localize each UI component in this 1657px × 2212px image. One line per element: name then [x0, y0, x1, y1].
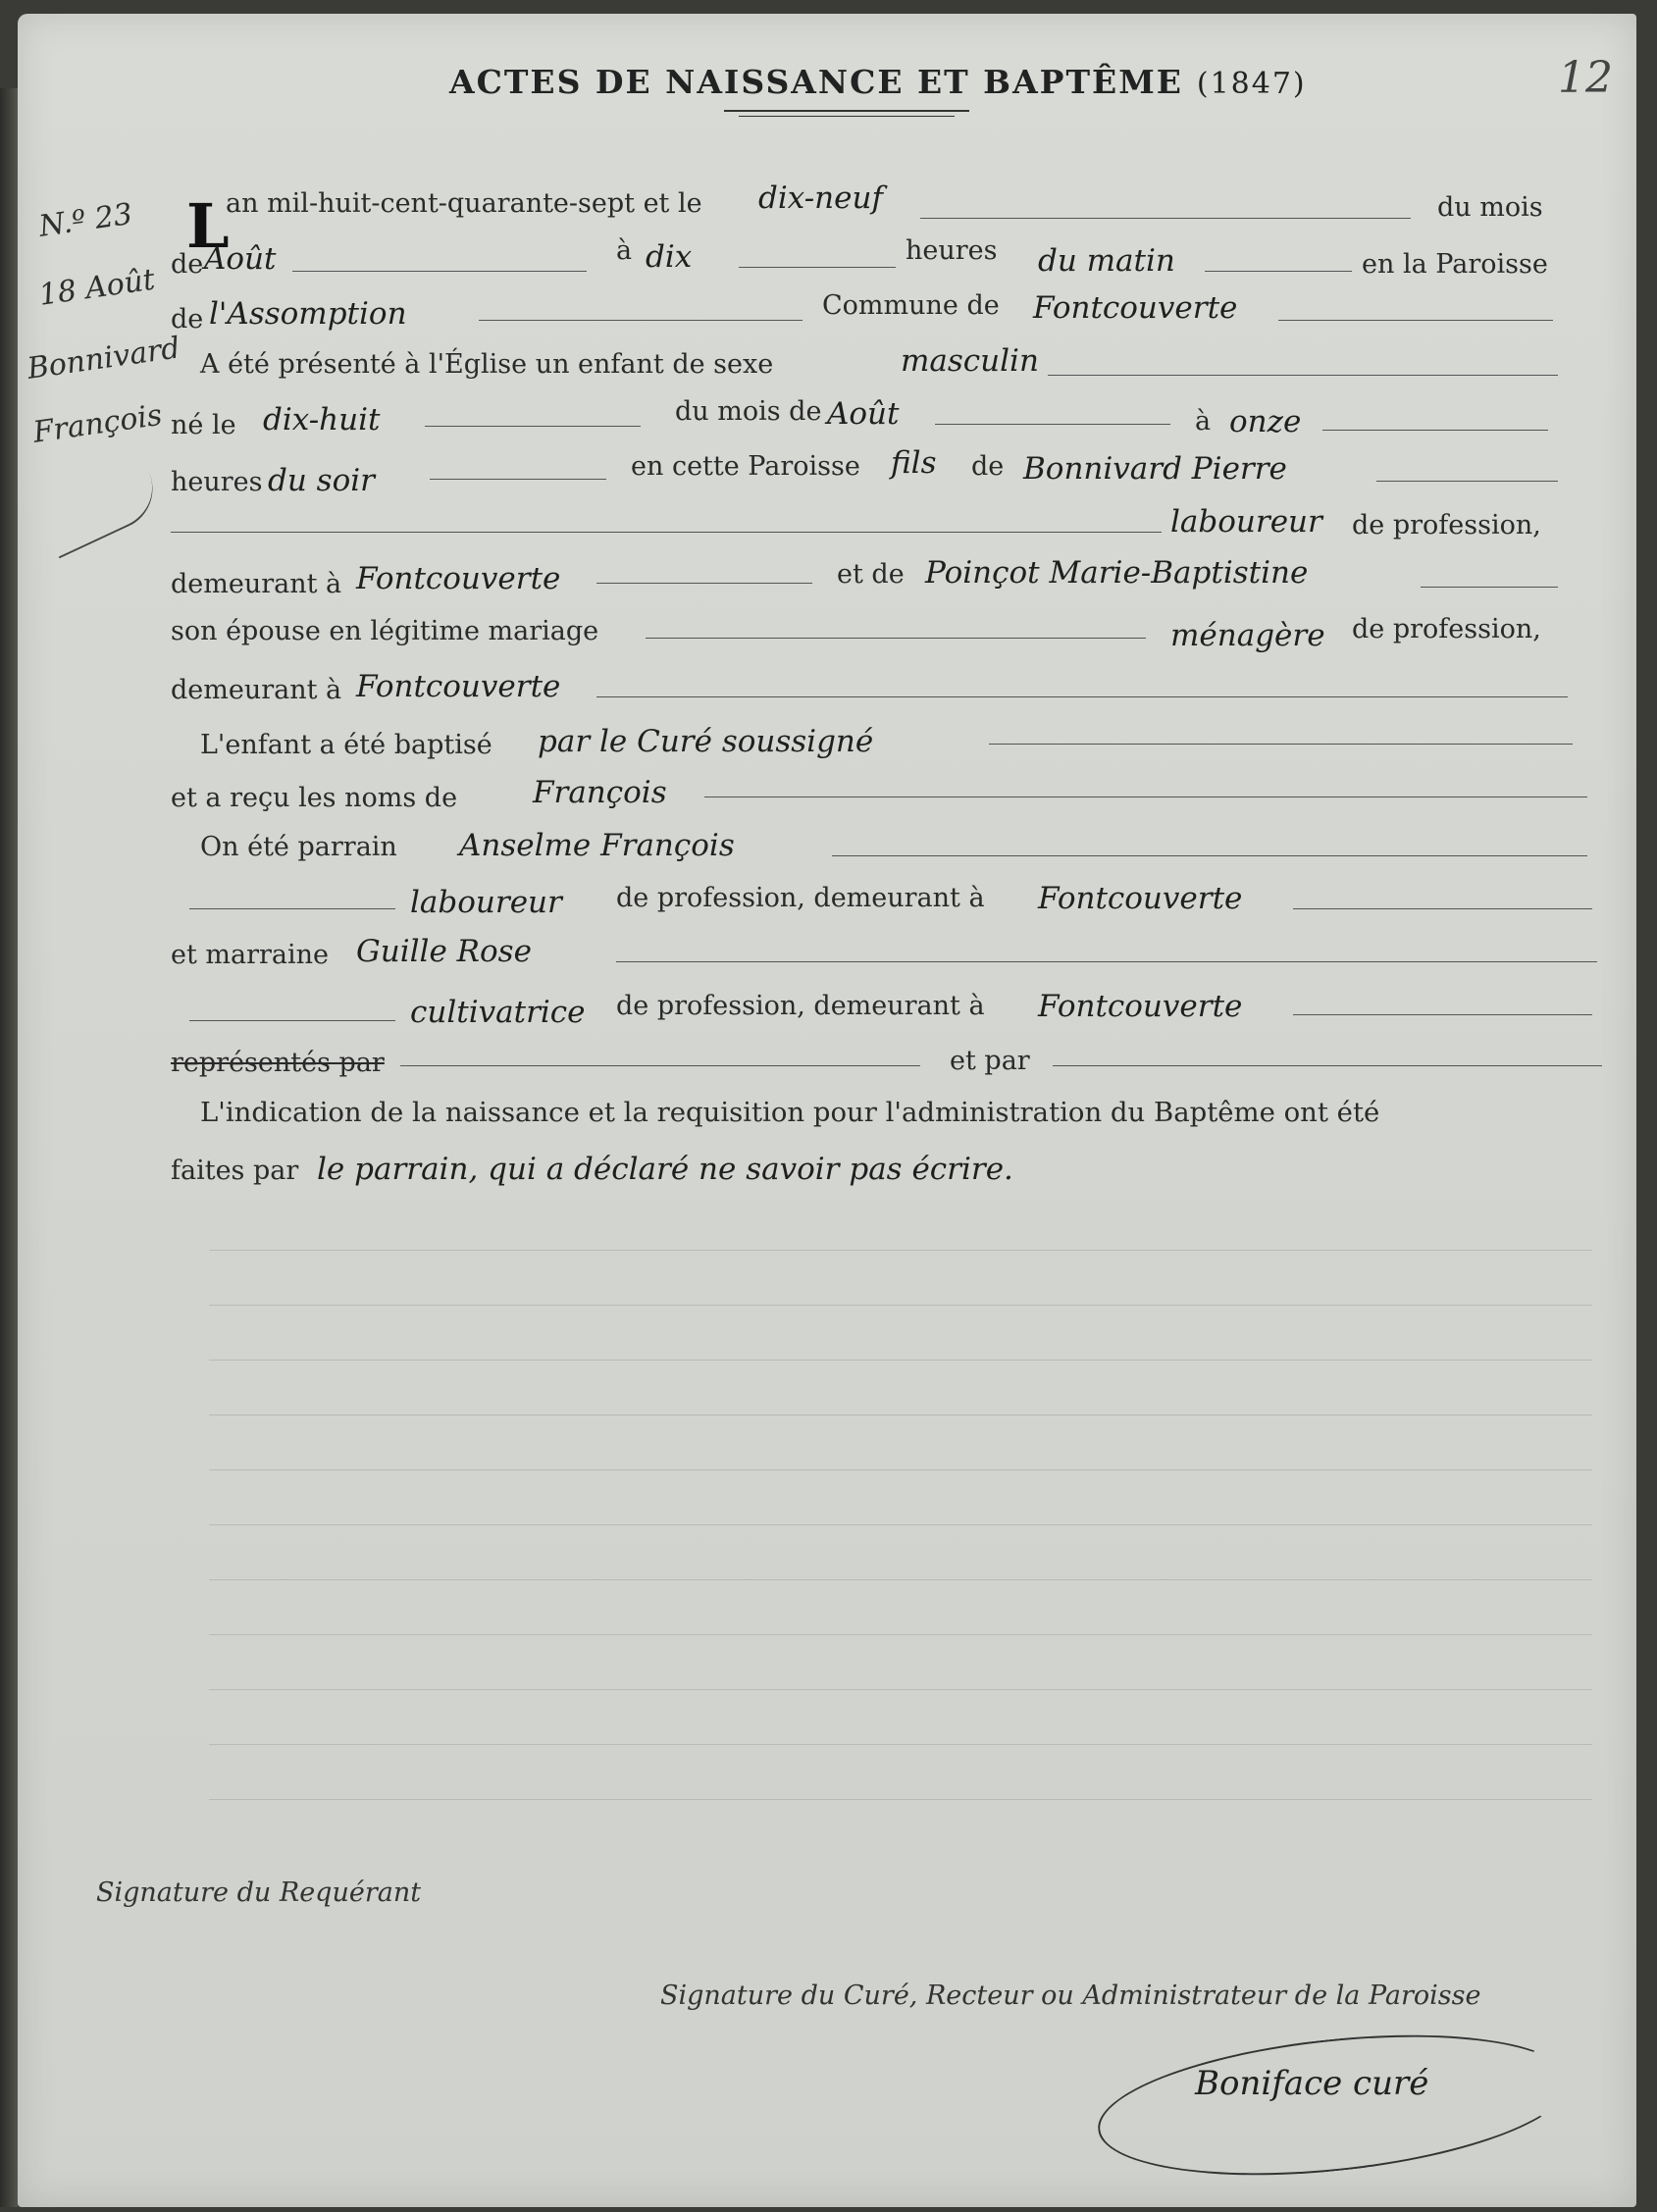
fill-line: [596, 583, 812, 584]
handwritten-birth-day: dix-huit: [263, 402, 381, 437]
printed-text: Commune de: [822, 290, 1000, 321]
handwritten-mother-residence: Fontcouverte: [356, 669, 561, 704]
handwritten-commune: Fontcouverte: [1033, 290, 1238, 326]
signature-requerant-label: Signature du Requérant: [96, 1878, 422, 1908]
signature-cure-label: Signature du Curé, Recteur ou Administrateur de la Paroisse: [660, 1981, 1481, 2011]
fill-line: [1293, 908, 1592, 909]
title-text: ACTES DE NAISSANCE ET BAPTÊME: [449, 63, 1183, 101]
blank-line: [209, 1524, 1592, 1525]
signature-flourish: [1091, 2015, 1577, 2195]
fill-line: [425, 426, 641, 427]
fill-line: [1053, 1065, 1602, 1066]
folio-number: 12: [1558, 53, 1613, 103]
blank-line: [209, 1469, 1592, 1470]
printed-text: à: [616, 235, 633, 266]
handwritten-godfather-residence: Fontcouverte: [1038, 881, 1243, 916]
fill-line: [189, 908, 395, 909]
printed-text: L'enfant a été baptisé: [200, 730, 492, 760]
title-year: (1847): [1196, 67, 1307, 101]
printed-text: en la Paroisse: [1362, 249, 1548, 280]
margin-date: 18 Août: [36, 262, 158, 313]
printed-text: et par: [950, 1046, 1030, 1076]
fill-line: [1421, 587, 1558, 588]
page-title: [449, 63, 1307, 101]
fill-line: [1048, 375, 1558, 376]
blank-line: [209, 1250, 1592, 1251]
printed-text: an mil-huit-cent-quarante-sept et le: [226, 188, 702, 219]
handwritten-child-name: François: [533, 775, 667, 810]
handwritten-father-profession: laboureur: [1170, 504, 1322, 540]
blank-line: [209, 1634, 1592, 1635]
handwritten-father-residence: Fontcouverte: [356, 561, 561, 596]
signature-cure: Boniface curé: [1195, 2064, 1429, 2103]
handwritten-baptized-by: par le Curé soussigné: [538, 724, 874, 759]
fill-line: [1278, 320, 1553, 321]
printed-text-struck: représentés par: [171, 1048, 385, 1078]
printed-text: de profession, demeurant à: [616, 883, 985, 913]
fill-line: [1322, 430, 1548, 431]
blank-line: [209, 1799, 1592, 1800]
printed-text: de: [171, 304, 204, 334]
printed-text: heures: [906, 235, 998, 266]
register-page: [18, 14, 1636, 2207]
handwritten-mother-name: Poinçot Marie-Baptistine: [925, 555, 1309, 591]
fill-line: [1376, 481, 1558, 482]
fill-line: [479, 320, 803, 321]
book-binding: [0, 88, 18, 2207]
fill-line: [935, 424, 1170, 425]
printed-text: de profession,: [1352, 510, 1541, 540]
margin-entry-number: N.º 23: [36, 196, 135, 244]
handwritten-godfather-name: Anselme François: [459, 828, 735, 863]
printed-text: A été présenté à l'Église un enfant de sexe: [200, 349, 774, 380]
handwritten-birth-month: Août: [827, 396, 900, 432]
fill-line: [171, 532, 1162, 533]
printed-text: son épouse en légitime mariage: [171, 616, 599, 646]
printed-text: et de: [837, 559, 905, 590]
fill-line: [1205, 271, 1352, 272]
handwritten-parish: l'Assomption: [209, 296, 407, 332]
blank-line: [209, 1744, 1592, 1745]
printed-text: heures: [171, 467, 263, 497]
title-underline: [724, 110, 969, 112]
fill-line: [646, 638, 1146, 639]
blank-line: [209, 1305, 1592, 1306]
handwritten-declaration: le parrain, qui a déclaré ne savoir pas écrire.: [317, 1152, 1013, 1187]
fill-line: [739, 267, 896, 268]
fill-line: [430, 479, 606, 480]
printed-text: demeurant à: [171, 569, 342, 599]
blank-line: [209, 1689, 1592, 1690]
margin-surname: Bonnivard: [25, 331, 182, 386]
fill-line: [832, 855, 1587, 856]
handwritten-godmother-profession: cultivatrice: [410, 995, 586, 1030]
handwritten-day: dix-neuf: [758, 180, 883, 216]
printed-text: de: [971, 451, 1005, 482]
handwritten-godmother-name: Guille Rose: [356, 934, 532, 969]
handwritten-month: Août: [204, 241, 277, 277]
handwritten-godfather-profession: laboureur: [410, 885, 562, 920]
handwritten-godmother-residence: Fontcouverte: [1038, 989, 1243, 1024]
fill-line: [989, 744, 1573, 745]
handwritten-mother-profession: ménagère: [1170, 618, 1325, 653]
title-underline-2: [739, 116, 955, 117]
printed-text: de profession,: [1352, 614, 1541, 644]
fill-line: [616, 961, 1597, 962]
printed-text: faites par: [171, 1156, 299, 1186]
dropcap: L: [186, 190, 230, 262]
printed-text: du mois de: [675, 396, 822, 427]
printed-text: de: [171, 249, 204, 280]
handwritten-hour: dix: [646, 239, 693, 275]
blank-line: [209, 1579, 1592, 1580]
blank-line: [209, 1360, 1592, 1361]
printed-text: en cette Paroisse: [631, 451, 860, 482]
fill-line: [292, 271, 587, 272]
handwritten-fils: fils: [891, 445, 937, 481]
printed-text: L'indication de la naissance et la requisition pour l'administration du Baptême ont été: [200, 1097, 1380, 1128]
handwritten-father-name: Bonnivard Pierre: [1023, 451, 1287, 487]
margin-flourish: [42, 472, 167, 559]
printed-text: du mois: [1437, 192, 1543, 223]
fill-line: [400, 1065, 920, 1066]
fill-line: [920, 218, 1411, 219]
handwritten-sex: masculin: [901, 343, 1039, 379]
printed-text: On été parrain: [200, 832, 397, 862]
margin-given-name: François: [30, 397, 165, 450]
printed-text: né le: [171, 410, 236, 440]
fill-line: [1293, 1014, 1592, 1015]
handwritten-birth-hour: onze: [1229, 404, 1302, 439]
handwritten-birth-period: du soir: [268, 463, 375, 498]
handwritten-time-of-day: du matin: [1038, 243, 1175, 279]
printed-text: et marraine: [171, 940, 330, 970]
printed-text: demeurant à: [171, 675, 342, 705]
fill-line: [596, 696, 1568, 697]
fill-line: [189, 1020, 395, 1021]
printed-text: à: [1195, 406, 1212, 437]
printed-text: de profession, demeurant à: [616, 991, 985, 1021]
printed-text: et a reçu les noms de: [171, 783, 458, 813]
